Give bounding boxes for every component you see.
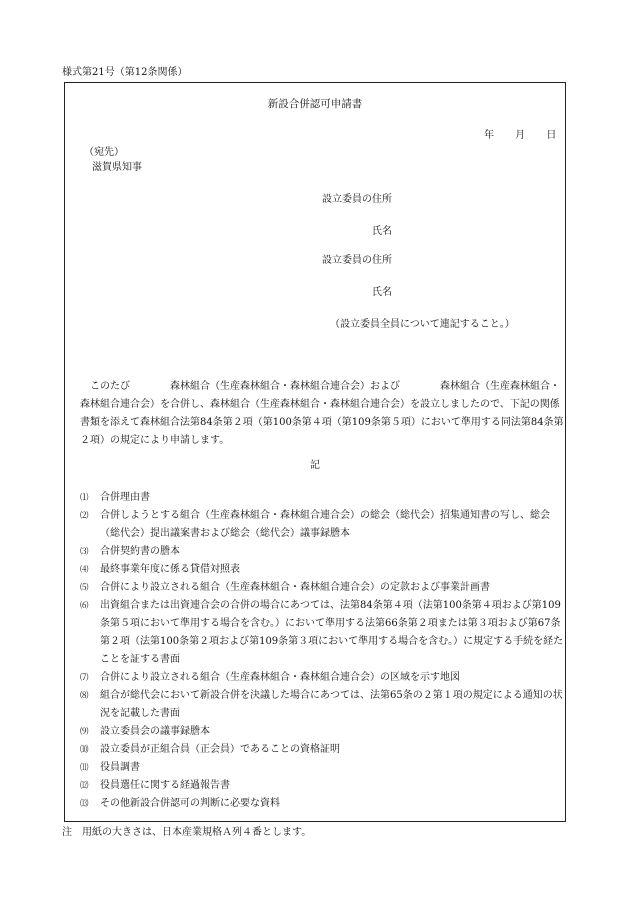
joint-listing-note: （設立委員全員について連記すること。） bbox=[330, 319, 515, 330]
item-number: ⑴ bbox=[80, 493, 89, 503]
founder-address-label-2: 設立委員の住所 bbox=[322, 255, 392, 266]
application-body-text: このたび 森林組合（生産森林組合・森林組合連合会）および 森林組合（生産森林組合・森林組合連合会）を合併し、森林組合（生産森林組合・森林組合連合会）を設立しましたので、下記の関係書類を添えて森林組合法第84条第２項（第100条第４項（第109条第５項）において準用する同法第84条第２項）の規定により申請します。 bbox=[80, 381, 564, 446]
item-number: ⑷ bbox=[80, 565, 89, 575]
item-number: ⑵ bbox=[80, 511, 89, 521]
attachment-item bbox=[80, 669, 565, 687]
item-text: 設立委員が正組合員（正会員）であることの資格証明 bbox=[100, 744, 340, 755]
item-number: ⑻ bbox=[80, 691, 89, 701]
item-number: ⑸ bbox=[80, 583, 89, 593]
attachment-item bbox=[80, 723, 565, 741]
date-line: 年 月 日 bbox=[484, 130, 557, 141]
item-text: 合併しようとする組合（生産森林組合・森林組合連合会）の総会（総代会）招集通知書の写し、総会（総代会）提出議案書および総会（総代会）議事録謄本 bbox=[100, 510, 550, 539]
item-text: その他新設合併認可の判断に必要な資料 bbox=[100, 798, 280, 809]
attachment-item bbox=[80, 741, 565, 759]
form-number: 様式第21号（第12条関係） bbox=[62, 67, 188, 78]
item-text: 最終事業年度に係る貸借対照表 bbox=[100, 564, 240, 575]
item-text: 役員選任に関する経過報告書 bbox=[100, 780, 230, 791]
attachment-item bbox=[80, 777, 565, 795]
attachment-item bbox=[80, 579, 565, 597]
document-title: 新設合併認可申請書 bbox=[267, 98, 363, 110]
addressee: 滋賀県知事 bbox=[92, 162, 142, 173]
item-text: 合併により設立される組合（生産森林組合・森林組合連合会）の区域を示す地図 bbox=[100, 672, 460, 683]
item-number: ⑺ bbox=[80, 673, 89, 683]
item-number: ⑿ bbox=[80, 781, 89, 791]
attachment-item bbox=[80, 759, 565, 777]
founder-address-label-1: 設立委員の住所 bbox=[322, 194, 392, 205]
attachment-item bbox=[80, 597, 565, 669]
attachment-item bbox=[80, 489, 565, 507]
item-text: 合併契約書の謄本 bbox=[100, 546, 180, 557]
item-number: ⑼ bbox=[80, 727, 89, 737]
item-text: 合併により設立される組合（生産森林組合・森林組合連合会）の定款および事業計画書 bbox=[100, 582, 490, 593]
item-number: ⑽ bbox=[80, 745, 89, 755]
item-text: 役員調書 bbox=[100, 762, 140, 773]
founder-name-label-1: 氏名 bbox=[372, 226, 392, 237]
item-text: 設立委員会の議事録謄本 bbox=[100, 726, 210, 737]
item-text: 組合が総代会において新設合併を決議した場合にあつては、法第65条の２第１項の規定による通知の状況を記載した書面 bbox=[100, 690, 563, 719]
attachment-list bbox=[80, 489, 565, 813]
paper-size-footnote: 注 用紙の大きさは、日本産業規格Ａ列４番とします。 bbox=[62, 827, 312, 838]
item-text: 出資組合または出資連合会の合併の場合にあつては、法第84条第４項（法第100条第４項および第109条第５項において準用する場合を含む。）において準用する法第66条第２項または第３項および第67条第２項（法第100条第２項および第109条第３項において準用する場合を含む。）に規定する手続を経たことを証する書面 bbox=[100, 600, 564, 665]
ki-heading: 記 bbox=[310, 460, 320, 471]
item-number: ⑹ bbox=[80, 601, 89, 611]
attachment-item bbox=[80, 795, 565, 813]
item-number: ⑾ bbox=[80, 763, 89, 773]
item-number: ⒀ bbox=[80, 799, 89, 809]
attachment-item bbox=[80, 561, 565, 579]
attachment-item bbox=[80, 507, 565, 543]
founder-name-label-2: 氏名 bbox=[372, 287, 392, 298]
attachment-item bbox=[80, 687, 565, 723]
addressee-label: （宛先） bbox=[84, 147, 124, 158]
item-text: 合併理由書 bbox=[100, 492, 150, 503]
attachment-item bbox=[80, 543, 565, 561]
item-number: ⑶ bbox=[80, 547, 89, 557]
